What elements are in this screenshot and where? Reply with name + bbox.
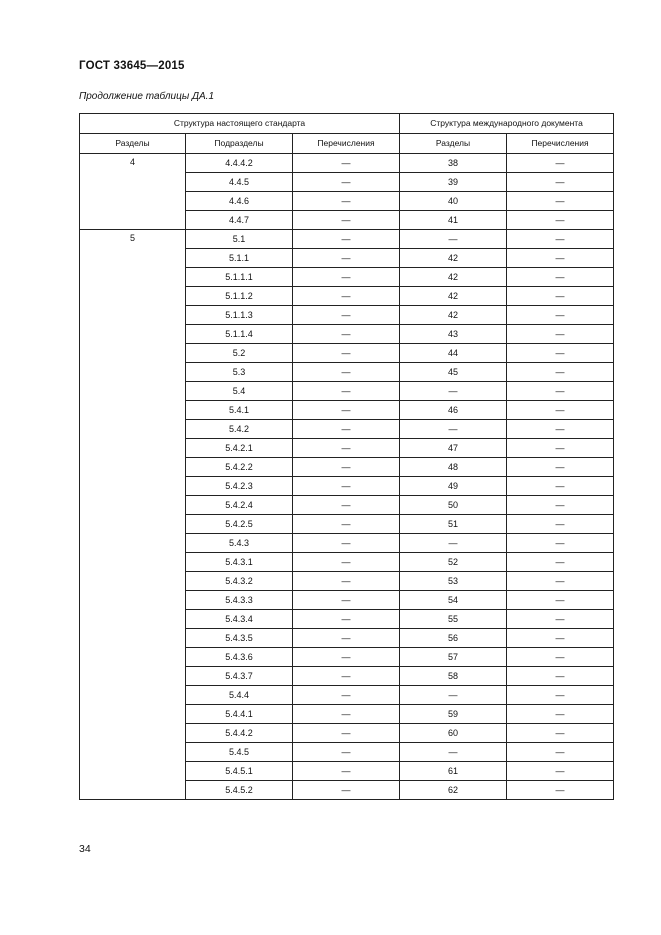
intl-section-cell: 55 xyxy=(400,610,507,629)
subsection-cell: 5.4.3.5 xyxy=(186,629,293,648)
intl-section-cell: 42 xyxy=(400,306,507,325)
intl-section-cell: 59 xyxy=(400,705,507,724)
subsection-cell: 5.4.3.3 xyxy=(186,591,293,610)
enumeration-cell: — xyxy=(293,382,400,401)
intl-section-cell: 48 xyxy=(400,458,507,477)
subsection-cell: 5.4.3.1 xyxy=(186,553,293,572)
subsection-cell: 5.4 xyxy=(186,382,293,401)
subsection-cell: 5.4.3.7 xyxy=(186,667,293,686)
intl-enumeration-cell: — xyxy=(507,743,614,762)
intl-enumeration-cell: — xyxy=(507,667,614,686)
intl-enumeration-cell: — xyxy=(507,477,614,496)
subsection-cell: 4.4.6 xyxy=(186,192,293,211)
group-header-national: Структура настоящего стандарта xyxy=(80,114,400,134)
group-header-international: Структура международного документа xyxy=(400,114,614,134)
section-number: 4 xyxy=(129,157,135,167)
subsection-cell: 5.4.3 xyxy=(186,534,293,553)
enumeration-cell: — xyxy=(293,610,400,629)
intl-section-cell: — xyxy=(400,382,507,401)
intl-enumeration-cell: — xyxy=(507,211,614,230)
subsection-cell: 5.4.3.2 xyxy=(186,572,293,591)
enumeration-cell: — xyxy=(293,439,400,458)
intl-section-cell: 51 xyxy=(400,515,507,534)
intl-section-cell: 44 xyxy=(400,344,507,363)
intl-enumeration-cell: — xyxy=(507,496,614,515)
enumeration-cell: — xyxy=(293,401,400,420)
intl-section-cell: — xyxy=(400,534,507,553)
intl-section-cell: 43 xyxy=(400,325,507,344)
column-header-intl-sections: Разделы xyxy=(400,134,507,154)
intl-section-cell: 38 xyxy=(400,154,507,173)
intl-enumeration-cell: — xyxy=(507,686,614,705)
table-body xyxy=(80,154,614,800)
subsection-cell: 5.4.5.2 xyxy=(186,781,293,800)
intl-enumeration-cell: — xyxy=(507,382,614,401)
enumeration-cell: — xyxy=(293,420,400,439)
column-header-sections: Разделы xyxy=(80,134,186,154)
intl-section-cell: 62 xyxy=(400,781,507,800)
subsection-cell: 5.1.1.4 xyxy=(186,325,293,344)
intl-section-cell: 42 xyxy=(400,249,507,268)
enumeration-cell: — xyxy=(293,477,400,496)
enumeration-cell: — xyxy=(293,496,400,515)
enumeration-cell: — xyxy=(293,325,400,344)
section-cell xyxy=(80,154,186,230)
column-header-subsections: Подразделы xyxy=(186,134,293,154)
subsection-cell: 5.4.3.4 xyxy=(186,610,293,629)
enumeration-cell: — xyxy=(293,629,400,648)
subsection-cell: 4.4.7 xyxy=(186,211,293,230)
subsection-cell: 5.1 xyxy=(186,230,293,249)
intl-enumeration-cell: — xyxy=(507,344,614,363)
enumeration-cell: — xyxy=(293,667,400,686)
intl-section-cell: 46 xyxy=(400,401,507,420)
enumeration-cell: — xyxy=(293,572,400,591)
intl-enumeration-cell: — xyxy=(507,705,614,724)
intl-enumeration-cell: — xyxy=(507,154,614,173)
enumeration-cell: — xyxy=(293,591,400,610)
enumeration-cell: — xyxy=(293,781,400,800)
section-cell xyxy=(80,230,186,800)
section-number: 5 xyxy=(129,233,135,243)
intl-section-cell: 53 xyxy=(400,572,507,591)
enumeration-cell: — xyxy=(293,648,400,667)
enumeration-cell: — xyxy=(293,154,400,173)
intl-enumeration-cell: — xyxy=(507,762,614,781)
subsection-cell: 5.4.4.2 xyxy=(186,724,293,743)
intl-enumeration-cell: — xyxy=(507,363,614,382)
subsection-cell: 5.1.1 xyxy=(186,249,293,268)
intl-enumeration-cell: — xyxy=(507,534,614,553)
subsection-cell: 5.2 xyxy=(186,344,293,363)
intl-enumeration-cell: — xyxy=(507,648,614,667)
subsection-cell: 5.4.3.6 xyxy=(186,648,293,667)
subsection-cell: 5.4.5.1 xyxy=(186,762,293,781)
intl-section-cell: 60 xyxy=(400,724,507,743)
enumeration-cell: — xyxy=(293,705,400,724)
intl-enumeration-cell: — xyxy=(507,610,614,629)
column-header-intl-enumerations: Перечисления xyxy=(507,134,614,154)
intl-enumeration-cell: — xyxy=(507,173,614,192)
intl-enumeration-cell: — xyxy=(507,401,614,420)
intl-section-cell: 50 xyxy=(400,496,507,515)
subsection-cell: 5.1.1.1 xyxy=(186,268,293,287)
enumeration-cell: — xyxy=(293,249,400,268)
subsection-cell: 5.4.2 xyxy=(186,420,293,439)
subsection-cell: 4.4.4.2 xyxy=(186,154,293,173)
intl-section-cell: 52 xyxy=(400,553,507,572)
enumeration-cell: — xyxy=(293,192,400,211)
subsection-cell: 5.1.1.3 xyxy=(186,306,293,325)
enumeration-cell: — xyxy=(293,762,400,781)
structure-comparison-table xyxy=(79,113,614,800)
subsection-cell: 5.4.2.2 xyxy=(186,458,293,477)
subsection-cell: 5.4.2.1 xyxy=(186,439,293,458)
page-number: 34 xyxy=(79,843,91,855)
subsection-cell: 5.4.5 xyxy=(186,743,293,762)
intl-section-cell: 42 xyxy=(400,268,507,287)
subsection-cell: 5.4.2.5 xyxy=(186,515,293,534)
intl-enumeration-cell: — xyxy=(507,287,614,306)
intl-enumeration-cell: — xyxy=(507,439,614,458)
intl-section-cell: 58 xyxy=(400,667,507,686)
table-row xyxy=(80,154,614,173)
enumeration-cell: — xyxy=(293,553,400,572)
document-id: ГОСТ 33645—2015 xyxy=(79,60,185,72)
enumeration-cell: — xyxy=(293,211,400,230)
enumeration-cell: — xyxy=(293,743,400,762)
intl-section-cell: — xyxy=(400,230,507,249)
enumeration-cell: — xyxy=(293,534,400,553)
intl-section-cell: — xyxy=(400,420,507,439)
enumeration-cell: — xyxy=(293,458,400,477)
intl-enumeration-cell: — xyxy=(507,724,614,743)
intl-enumeration-cell: — xyxy=(507,781,614,800)
intl-section-cell: — xyxy=(400,743,507,762)
intl-section-cell: 57 xyxy=(400,648,507,667)
enumeration-cell: — xyxy=(293,230,400,249)
intl-enumeration-cell: — xyxy=(507,306,614,325)
intl-enumeration-cell: — xyxy=(507,420,614,439)
subsection-cell: 5.4.1 xyxy=(186,401,293,420)
intl-enumeration-cell: — xyxy=(507,230,614,249)
subsection-cell: 5.4.4 xyxy=(186,686,293,705)
intl-enumeration-cell: — xyxy=(507,458,614,477)
table-row xyxy=(80,230,614,249)
intl-section-cell: 42 xyxy=(400,287,507,306)
intl-enumeration-cell: — xyxy=(507,249,614,268)
enumeration-cell: — xyxy=(293,686,400,705)
intl-section-cell: — xyxy=(400,686,507,705)
intl-section-cell: 49 xyxy=(400,477,507,496)
intl-section-cell: 47 xyxy=(400,439,507,458)
column-header-enumerations: Перечисления xyxy=(293,134,400,154)
subsection-cell: 5.4.2.4 xyxy=(186,496,293,515)
intl-enumeration-cell: — xyxy=(507,629,614,648)
intl-enumeration-cell: — xyxy=(507,591,614,610)
subsection-cell: 5.3 xyxy=(186,363,293,382)
intl-enumeration-cell: — xyxy=(507,192,614,211)
subsection-cell: 5.4.4.1 xyxy=(186,705,293,724)
intl-section-cell: 41 xyxy=(400,211,507,230)
enumeration-cell: — xyxy=(293,268,400,287)
enumeration-cell: — xyxy=(293,724,400,743)
intl-section-cell: 61 xyxy=(400,762,507,781)
enumeration-cell: — xyxy=(293,515,400,534)
intl-section-cell: 39 xyxy=(400,173,507,192)
intl-section-cell: 54 xyxy=(400,591,507,610)
subsection-cell: 5.1.1.2 xyxy=(186,287,293,306)
subsection-cell: 4.4.5 xyxy=(186,173,293,192)
enumeration-cell: — xyxy=(293,306,400,325)
intl-enumeration-cell: — xyxy=(507,553,614,572)
subsection-cell: 5.4.2.3 xyxy=(186,477,293,496)
intl-section-cell: 40 xyxy=(400,192,507,211)
intl-enumeration-cell: — xyxy=(507,515,614,534)
enumeration-cell: — xyxy=(293,363,400,382)
enumeration-cell: — xyxy=(293,287,400,306)
table-caption: Продолжение таблицы ДА.1 xyxy=(79,91,215,102)
intl-section-cell: 56 xyxy=(400,629,507,648)
intl-enumeration-cell: — xyxy=(507,572,614,591)
enumeration-cell: — xyxy=(293,344,400,363)
intl-enumeration-cell: — xyxy=(507,325,614,344)
intl-section-cell: 45 xyxy=(400,363,507,382)
intl-enumeration-cell: — xyxy=(507,268,614,287)
enumeration-cell: — xyxy=(293,173,400,192)
